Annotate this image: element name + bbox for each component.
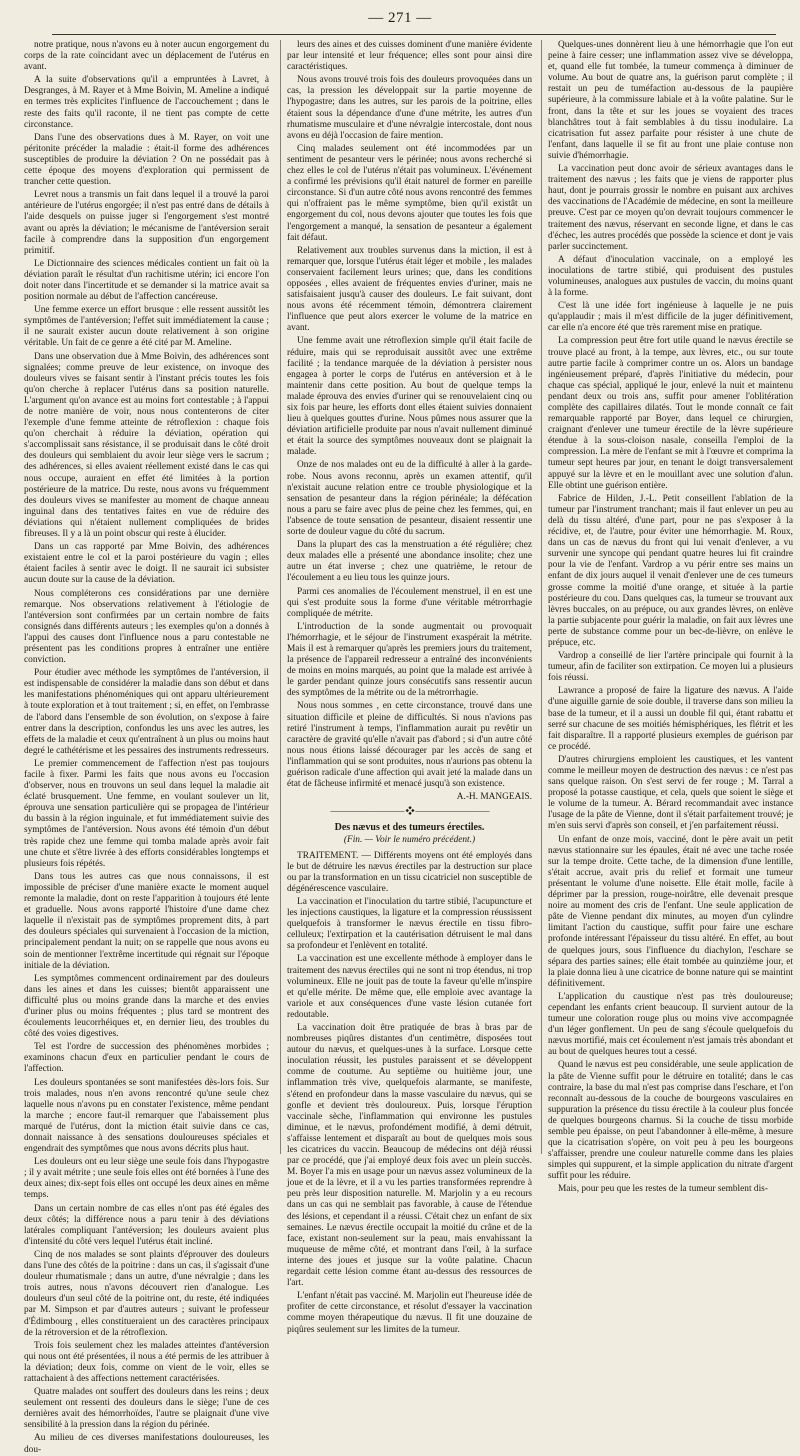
paragraph: Dans tous les autres cas que nous connaissons, il est impossible de préciser d'une manière exacte le moment auquel remonte la maladie, dont on reste l'apparition à toujours été lente et graduelle. Nous avons rapporté l'histoire d'une dame chez laquelle il n'existait pas de symptômes proprement dits, à part des douleurs spéciales qui survenaient à l'occasion de la miction, principalement pendant la nuit; on se rappelle que nous avons eu soin de mentionner l'extrême incertitude qui régnait sur l'époque initiale de la déviation. bbox=[24, 871, 269, 971]
paragraph: Nous nous sommes , en cette circonstance, trouvé dans une situation difficile et pleine de difficultés. Si nous n'avions pas retiré l'instrument à temps, l'inflammation aurait pu revêtir un caractère de gravité qu'elle n'avait pas d'abord ; si d'un autre côté nous nous étions laissé décourager par les accès de sang et l'inflammation qui se sont produites, nous n'aurions pas obtenu la guérison radicale d'une affection qui avait jeté la malade dans un état de fâcheuse infirmité et menacé jusqu'à son existence. bbox=[287, 701, 532, 790]
paragraph: Quand le nævus est peu considérable, une seule application de la pâte de Vienne suffit pour le détruire en totalité; dans le cas contraire, la base du mal n'est pas comprise dans l'eschare, et l'on reconnaît au-dessous de la couche de bourgeons vasculaires en suppuration la présence du tissu érectile à la couleur plus foncée de quelques bourgeons charnus. Si la couche de tissu morbide semble peu épaisse, on peut l'abandonner à elle-même, à mesure que la cicatrisation s'opère, on voit peu à peu les bourgeons s'affaisser, prendre une couleur naturelle comme dans les plaies simples qui suppurent, et la simple application du nitrate d'argent suffit pour les réduire. bbox=[548, 1060, 793, 1182]
paragraph: TRAITEMENT. — Différents moyens ont été employés dans le but de détruire les nævus érectiles par la destruction sur place ou par la transformation en un tissu cicatriciel non susceptible de dégénérescence vasculaire. bbox=[287, 850, 532, 894]
paragraph: Un enfant de onze mois, vacciné, dont le père avait un petit nævus stationnaire sur les épaules, était né avec une tache rosée sur la tempe droite. Cette tache, de la dimension d'une lentille, s'était accrue, avait pris du relief et formait une tumeur présentant le volume d'une noisette. Elle était molle, facile à déprimer par la pression, rouge-noirâtre, elle devenait presque noire au moment des cris de l'enfant. Une seule application de pâte de Vienne pendant dix minutes, au moyen d'un cylindre limitant l'action du caustique, suffit pour faire une eschare profonde intéressant l'épaisseur du tissu altéré. En effet, au bout de quelques jours, sous l'influence du diachylon, l'eschare se sépara des parties saines; elle était tombée au quinzième jour, et la plaie donna lieu à une cicatrice de bonne nature qui se maintint définitivement. bbox=[548, 834, 793, 989]
column-3 bbox=[548, 40, 793, 1195]
paragraph: Trois fois seulement chez les malades atteintes d'antéversion qui nous ont été présentées, il nous a été permis de les attribuer à la déviation; deux fois, comme on vient de le voir, elles se rattachaient à des affections nettement caractérisées. bbox=[24, 1340, 269, 1384]
paragraph: Les symptômes commencent ordinairement par des douleurs dans les aines et dans les cuisses; bientôt apparaissent une difficulté plus ou moins grande dans la marche et des envies d'uriner plus ou moins fréquentes ; plus tard se montrent des écoulements leucorrhéiques et, en dernier lieu, des troubles du côté des voies digestives. bbox=[24, 973, 269, 1040]
paragraph: Parmi ces anomalies de l'écoulement menstruel, il en est une qui s'est produite sous la forme d'une véritable métrorrhagie compliquée de métrite. bbox=[287, 586, 532, 619]
author-signature: A.-H. MANGEAIS. bbox=[456, 792, 532, 803]
paragraph: La vaccination peut donc avoir de sérieux avantages dans le traitement des nævus ; les faits que je viens de rapporter plus haut, dont je pourrais grossir le nombre en puisant aux archives des vaccinations de l'Académie de médecine, en sont la meilleure preuve. C'est par ce moyen qu'on devrait toujours commencer le traitement des nævus, réservant en seconde ligne, et dans le cas d'échec, les autres procédés que possède la science et dont je vais parler succinctement. bbox=[548, 164, 793, 252]
paragraph: Tel est l'ordre de succession des phénomènes morbides ; examinons chacun d'eux en particulier pendant le cours de l'affection. bbox=[24, 1042, 269, 1075]
paragraph: La compression peut être fort utile quand le nævus érectile se trouve placé au front, à la tempe, aux lèvres, etc., ou sur toute autre partie facile à comprimer contre un os. Alors un bandage ingénieusement préparé, d'après l'initiative du médecin, pour chaque cas spécial, appliqué le jour, enlevé la nuit et maintenu pendant deux ou trois ans, suffit pour amener l'oblitération complète des capillaires dilatés. Tout le monde connaît ce fait remarquable rapporté par Boyer, dans lequel ce chirurgien, craignant d'enlever une tumeur érectile de la lèvre supérieure étendue à la sous-cloison nasale, conseilla l'emploi de la compression. La mère de l'enfant se mit à l'œuvre et comprima la tumeur sept heures par jour, en tenant le doigt transversalement appuyé sur la lèvre et en le mouillant avec une solution d'alun. Elle obtint une guérison entière. bbox=[548, 336, 793, 491]
column-divider bbox=[280, 40, 281, 1154]
paragraph: Levret nous a transmis un fait dans lequel il a trouvé la paroi antérieure de l'utérus engorgée; il n'est pas entré dans de détails à l'aide desquels on puisse juger si l'engorgement s'est montré avant ou après la déviation; le mécanisme de l'antéversion serait facile à comprendre dans la supposition d'un engorgement primitif. bbox=[24, 190, 269, 256]
paragraph: Lawrance a proposé de faire la ligature des nævus. A l'aide d'une aiguille garnie de soie double, il traverse dans son milieu la base de la tumeur, et il a aussi un double fil qui, étant rabattu et serré sur chacune de ses moitiés hémisphériques, les flétrit et les fait disparaître. Il a rapporté plusieurs exemples de guérison par ce procédé. bbox=[548, 686, 793, 752]
paragraph: Nous avons trouvé trois fois des douleurs provoquées dans un cas, la pression les développait sur la partie moyenne de l'hypogastre; dans les autres, sur les parois de la poitrine, elles étaient sous la dépendance d'une d'une métrite, les autres d'un rhumatisme musculaire et d'une névralgie intercostale, dont nous avons eu déjà l'occasion de faire mention. bbox=[287, 75, 532, 141]
paragraph: Une femme exerce un effort brusque : elle ressent aussitôt les symptômes de l'antéversion; l'effet suit immédiatement la cause ; il ne saurait exister aucun doute relativement à son origine véritable. Un fait de ce genre a été cité par M. Ameline. bbox=[24, 305, 269, 349]
paragraph: Les douleurs ont eu leur siège une seule fois dans l'hypogastre ; il y avait métrite ; une seule fois elles ont été bornées à l'une des deux aines; dix-sept fois elles ont occupé les deux aines en même temps. bbox=[24, 1157, 269, 1201]
paragraph: La vaccination doit être pratiquée de bras à bras par de nombreuses piqûres distantes d'un centimètre, disposées tout autour du nævus, et quelques-unes à la surface. Lorsque cette inoculation réussit, les pustules paraissent et se développent comme de coutume. Au septième ou huitième jour, une inflammation très vive, quelquefois alarmante, se manifeste, s'étend en profondeur dans la masse vasculaire du nævus, qui se gonfle et devient très douloureux. Puis, lorsque l'éruption vaccinale sèche, l'inflammation qui environne les pustules diminue, et le nævus, profondément modifié, à demi détruit, s'affaisse lentement et disparaît au bout de quelques mois sous les cicatrices du vaccin. Beaucoup de médecins ont déjà réussi par ce procédé, que j'ai employé deux fois avec un plein succès. M. Boyer l'a mis en usage pour un nævus assez volumineux de la joue et de la lèvre, et il a vu les parties transformées reprendre à peu près leur disposition naturelle. M. Marjolin y a eu recours dans un cas qui ne semblait pas favorable, à cause de l'étendue des lésions, et cependant il a réussi. C'était chez un enfant de six semaines. Le nævus érectile occupait la moitié du crâne et de la face, existant non-seulement sur la peau, mais envahissant la muqueuse de même côté, et montrant dans l'œil, à la surface interne des joues et jusque sur la voûte palatine. Chacun regardait cette lésion comme étant au-dessus des ressources de l'art. bbox=[287, 1022, 532, 1289]
paragraph: Quelques-unes donnèrent lieu à une hémorrhagie que l'on eut peine à faire cesser; une inflammation assez vive se développa, et, quand elle fut tombée, la tumeur commença à diminuer de volume. Au bout de quatre ans, la guérison parut complète ; il restait un peu de tuméfaction au-dessous de la paupière supérieure, à la commissure labiale et à la voûte palatine. Sur le front, dans la tête et sur les joues se voyaient des traces blanchâtres tout à fait semblables à du tissu inodulaire. La cicatrisation fut assez parfaite pour résister à une chute de l'enfant, dans laquelle il se fit au front une plaie contuse non suivie d'hémorrhagie. bbox=[548, 40, 793, 161]
paragraph: C'est là une idée fort ingénieuse à laquelle je ne puis qu'applaudir ; mais il m'est difficile de la juger définitivement, car elle n'a encore été que très rarement mise en pratique. bbox=[548, 301, 793, 334]
paragraph: Le premier commencement de l'affection n'est pas toujours facile à fixer. Parmi les faits que nous avons eu l'occasion d'observer, nous en trouvons un seul dans lequel la maladie ait éclaté brusquement. Une femme, en voulant soulever un lit, éprouva une sensation particulière qui se propagea de l'intérieur du bassin à la région inguinale, et fut immédiatement suivie des symptômes de l'antéversion. Nous avons été témoin d'un début très rapide chez une femme qui tomba malade après avoir fait une chute et s'être livrée à des efforts considérables longtemps et plusieurs fois répétés. bbox=[24, 758, 269, 869]
paragraph: Dans la plupart des cas la menstruation a été régulière; chez deux malades elle a présenté une abondance insolite; chez une autre un état inverse ; chez une quatrième, le retour de l'écoulement a eu lieu tous les quinze jours. bbox=[287, 540, 532, 584]
paragraph: La vaccination est une excellente méthode à employer dans le traitement des nævus érectiles qui ne sont ni trop étendus, ni trop volumineux. Elle ne jouit pas de toute la faveur qu'elle m'inspire et qu'elle mérite. De même que, elle emploie avec avantage la variole et aux conséquences d'une vaste lésion cutanée fort redoutable. bbox=[287, 954, 532, 1020]
column-divider bbox=[541, 40, 542, 1154]
paragraph: Dans l'une des observations dues à M. Rayer, on voit une péritonite précéder la maladie : était-il forme des adhérences susceptibles de produire la déviation ? On ne possédait pas à cette époque des moyens d'exploration qui permissent de trancher cette question. bbox=[24, 132, 269, 188]
paragraph: Vardrop a conseillé de lier l'artère principale qui fournit à la tumeur, afin de faciliter son extirpation. Ce moyen lui a plusieurs fois réussi. bbox=[548, 651, 793, 684]
paragraph: L'introduction de la sonde augmentait ou provoquait l'hémorrhagie, et le séjour de l'instrument exaspérait la métrite. Mais il est à remarquer qu'après les premiers jours du traitement, la présence de l'appareil redresseur a entraîné des inconvénients de moins en moins marqués, au point que la malade est arrivée à le garder pendant quinze jours consécutifs sans ressentir aucun des symptômes de la métrite ou de la métrorrhagie. bbox=[287, 621, 532, 699]
paragraph: Dans un certain nombre de cas elles n'ont pas été égales des deux côtés; la différence nous a paru tenir à des déviations latérales compliquant l'antéversion; les douleurs avaient plus d'intensité du côté vers lequel l'utérus était incliné. bbox=[24, 1203, 269, 1247]
paragraph: Cinq de nos malades se sont plaints d'éprouver des douleurs dans l'une des côtés de la poitrine : dans un cas, il s'agissait d'une douleur rhumatismale ; dans un autre, d'une névralgie ; dans les trois autres, nous n'avons découvert rien d'analogue. Les douleurs d'un seul côté de la poitrine ont, du reste, été indiquées par M. Simpson et par d'autres auteurs ; suivant le professeur d'Édimbourg , elles constitueraient un des caractères principaux de la rétroversion et de la rétroflexion. bbox=[24, 1249, 269, 1338]
paragraph: D'autres chirurgiens emploient les caustiques, et les vantent comme le meilleur moyen de destruction des nævus : ce n'est pas sans quelque raison. On s'est servi de fer rouge ; M. Tarral a proposé la potasse caustique, et cela, quels que soient le siège et le volume de la tumeur. A. Bérard recommandait avec instance l'usage de la pâte de Vienne, dont il s'était parfaitement trouvé; je m'en suis servi d'après son conseil, et j'en parfaitement réussi. bbox=[548, 754, 793, 832]
paragraph: A défaut d'inoculation vaccinale, on a employé les inoculations de tartre stibié, qui produisent des pustules volumineuses, analogues aux pustules de vaccin, du moins quant à la forme. bbox=[548, 254, 793, 299]
paragraph: L'enfant n'était pas vacciné. M. Marjolin eut l'heureuse idée de profiter de cette circonstance, et résolut d'essayer la vaccination comme moyen thérapeutique du nævus. Il fit une douzaine de piqûres seulement sur les limites de la tumeur. bbox=[287, 1291, 532, 1335]
article-heading: Des nævus et des tumeurs érectiles. bbox=[334, 822, 485, 834]
header-rule bbox=[52, 34, 776, 35]
paragraph: Cinq malades seulement ont été incommodées par un sentiment de pesanteur vers le périnée; nous avons recherché si chez elles le col de l'utérus n'était pas volumineux. L'événement a confirmé les prévisions qu'il était naturel de former en pareille circonstance. Si d'un autre côté nous avons rencontré des femmes qui n'offraient pas le même symptôme, bien qu'il existât un engorgement du col, nous devons ajouter que toutes les fois que l'engorgement a manqué, la sensation de pesanteur a également fait défaut. bbox=[287, 143, 532, 243]
paragraph: Dans une observation due à Mme Boivin, des adhérences sont signalées; comme preuve de leur existence, on invoque des douleurs vives se faisant sentir à l'instant précis toutes les fois qu'on cherche à replacer l'utérus dans sa position naturelle. L'argument qu'on avance est au moins fort contestable ; à l'appui de notre manière de voir, nous nous contenterons de citer l'exemple d'une femme atteinte de rétroflexion : chaque fois qu'on cherchait à réduire la déviation, opération qui s'accomplissait sans résistance, il se produisait dans le côté droit des douleurs qui semblaient du avoir leur siège vers le sacrum ; des adhérences, si elles avaient réellement existé dans le cas qui nous occupe, auraient en effet été limitées à la portion postérieure de la matrice. Du reste, nous avons vu fréquemment des douleurs vives se manifester au moment de chaque anneau inguinal dans des tentatives faites en vue de réduire des déviations qui n'étaient nullement compliquées de brides fibreuses. Il y a là un point obscur qui reste à élucider. bbox=[24, 351, 269, 540]
section-divider-ornament: ⸺⸺⸺⸺⸺ ❖ ⸺⸺⸺⸺⸺ bbox=[329, 807, 490, 818]
paragraph: Une femme avait une rétroflexion simple qu'il était facile de réduire, mais qui se reproduisait aussitôt avec une extrême facilité ; la tendance marquée de la déviation à persister nous engagea à porter le corps de l'utérus en antéversion et à le maintenir dans cette position. Au bout de quelque temps la malade éprouva des envies d'uriner qui se renouvelaient cinq ou six fois par heure, les efforts dont elles étaient suivies donnaient lieu à quelques gouttes d'urine. Nous pûmes nous assurer que la déviation artificielle produite par nous n'avait nullement diminué et était la source des symptômes nouveaux dont se plaignait la malade. bbox=[287, 336, 532, 458]
paragraph: Nous compléterons ces considérations par une dernière remarque. Nos observations relativement à l'étiologie de l'antéversion sont confirmées par un certain nombre de faits consignés dans différents auteurs ; les exemples qu'on a donnés à l'appui des causes dont l'influence nous a paru contestable ne présentent pas les conditions propres à entraîner une entière conviction. bbox=[24, 588, 269, 666]
paragraph: notre pratique, nous n'avons eu à noter aucun engorgement du corps de la rate coïncidant avec un déplacement de l'utérus en avant. bbox=[24, 40, 269, 73]
paragraph: L'application du caustique n'est pas très douloureuse; cependant les enfants crient beaucoup. Il survient autour de la tumeur une coloration rouge plus ou moins vive accompagnée d'un léger gonflement. Un peu de sang s'écoule quelquefois du nævus mortifié, mais cet écoulement n'est jamais très abondant et au bout de quelques heures tout a cessé. bbox=[548, 991, 793, 1058]
paragraph: Mais, pour peu que les restes de la tumeur semblent dis- bbox=[558, 1184, 768, 1195]
paragraph: Le Dictionnaire des sciences médicales contient un fait où la déviation paraît le résultat d'un rachitisme utérin; ici encore l'on doit noter dans l'incertitude et se demander si la matrice avait sa position normale au début de l'affection cancéreuse. bbox=[24, 258, 269, 303]
paragraph: Fabrice de Hilden, J.-L. Petit conseillent l'ablation de la tumeur par l'instrument tranchant; mais il faut enlever un peu au delà du tissu altéré, d'une part, pour ne pas s'exposer à la récidive, et, de l'autre, pour éviter une hémorrhagie. M. Roux, dans un cas de nævus du front qui lui venait d'enlever, a vu survenir une syncope qui pendant quatre heures lui fit craindre pour la vie de l'enfant. Vardrop a vu périr entre ses mains un enfant de dix jours auquel il venait d'enlever une de ces tumeurs grosse comme la moitié d'une orange, et située à la partie postérieure du cou. Dans quelques cas, la tumeur se trouvant aux lèvres buccales, on au prépuce, ou aux grandes lèvres, on enlève la partie subjacente pour guérir la maladie, on fait aux lèvres une perte de substance comme pour un bec-de-lièvre, on enlève le prépuce, etc. bbox=[548, 493, 793, 648]
paragraph: Pour étudier avec méthode les symptômes de l'antéversion, il est indispensable de considérer la maladie dans son début et dans les manifestations phénoméniques qui ont apparu ultérieurement à toute exploration et à tout traitement ; si, en effet, on l'embrasse de l'abord dans l'ensemble de son évolution, on s'expose à faire entrer dans la description, confondus les uns avec les autres, les effets de la maladie et ceux qu'entraînent à un plus ou moins haut degré le cathétérisme et les pessaires des instruments redresseurs. bbox=[24, 668, 269, 756]
paragraph: Relativement aux troubles survenus dans la miction, il est à remarquer que, lorsque l'utérus était léger et mobile , les malades conservaient facilement leurs urines; que, dans les conditions opposées , elles avaient de fréquentes envies d'uriner, mais ne satisfaisaient jusqu'à causer des douleurs. Le fait suivant, dont nous avons été récemment témoin, démontrera clairement l'influence que peut alors exercer le volume de la matrice en avant. bbox=[287, 245, 532, 334]
paragraph: Dans un cas rapporté par Mme Boivin, des adhérences existaient entre le col et la paroi postérieure du vagin ; elles étaient faciles à sentir avec le doigt. Il ne saurait ici subsister aucun doute sur la cause de la déviation. bbox=[24, 542, 269, 586]
paragraph: Onze de nos malades ont eu de la difficulté à aller à la garde-robe. Nous avons reconnu, après un examen attentif, qu'il n'existait aucune relation entre ce trouble physiologique et la sensation de pesanteur dans la région périnéale; la défécation nous a paru se faire avec plus de peine chez les femmes, qui, en l'absence de toute sensation de pesanteur, disaient ressentir une sorte de douleur vague du côté du sacrum. bbox=[287, 460, 532, 538]
paragraph: A la suite d'observations qu'il a empruntées à Lavret, à Desgranges, à M. Rayer et à Mme Boivin, M. Ameline a indiqué en termes très explicites l'influence de l'accouchement ; dans le reste des faits qu'il raconte, il ne tient pas compte de cette circonstance. bbox=[24, 75, 269, 130]
paragraph: Les douleurs spontanées se sont manifestées dès-lors fois. Sur trois malades, nous n'en avons rencontré qu'une seule chez laquelle nous n'avons pu en constater l'existence, même pendant la marche ; encore faut-il remarquer que l'abaissement plus marqué de l'utérus, dont la miction était suivie dans ce cas, donnait naissance à des sensations douloureuses spéciales et engendrait des symptômes que nous avons décrits plus haut. bbox=[24, 1077, 269, 1155]
column-1 bbox=[24, 40, 269, 1455]
paragraph: La vaccination et l'inoculation du tartre stibié, l'acupuncture et les injections caustiques, la ligature et la compression réussissent quelquefois à transformer le nævus érectile en tissu fibro-celluleux; l'extirpation et la cautérisation détruisent le mal dans sa profondeur et l'enlèvent en totalité. bbox=[287, 896, 532, 952]
column-2 bbox=[287, 40, 532, 1335]
paragraph: Quatre malades ont souffert des douleurs dans les reins ; deux seulement ont ressenti des douleurs dans le siège; l'une de ces dernières avait des hémorrhoïdes, l'autre se plaignait d'une vive sensibilité à la pression dans la région du périnée. bbox=[24, 1387, 269, 1431]
page-number: — 271 — bbox=[368, 10, 432, 26]
article-subheading: (Fin. — Voir le numéro précédent.) bbox=[343, 835, 476, 846]
paragraph: leurs des aines et des cuisses dominent d'une manière évidente par leur intensité et leur fréquence; elles sont pour ainsi dire caractéristiques. bbox=[287, 40, 532, 73]
paragraph: Au milieu de ces diverses manifestations douloureuses, les dou- bbox=[24, 1433, 269, 1455]
